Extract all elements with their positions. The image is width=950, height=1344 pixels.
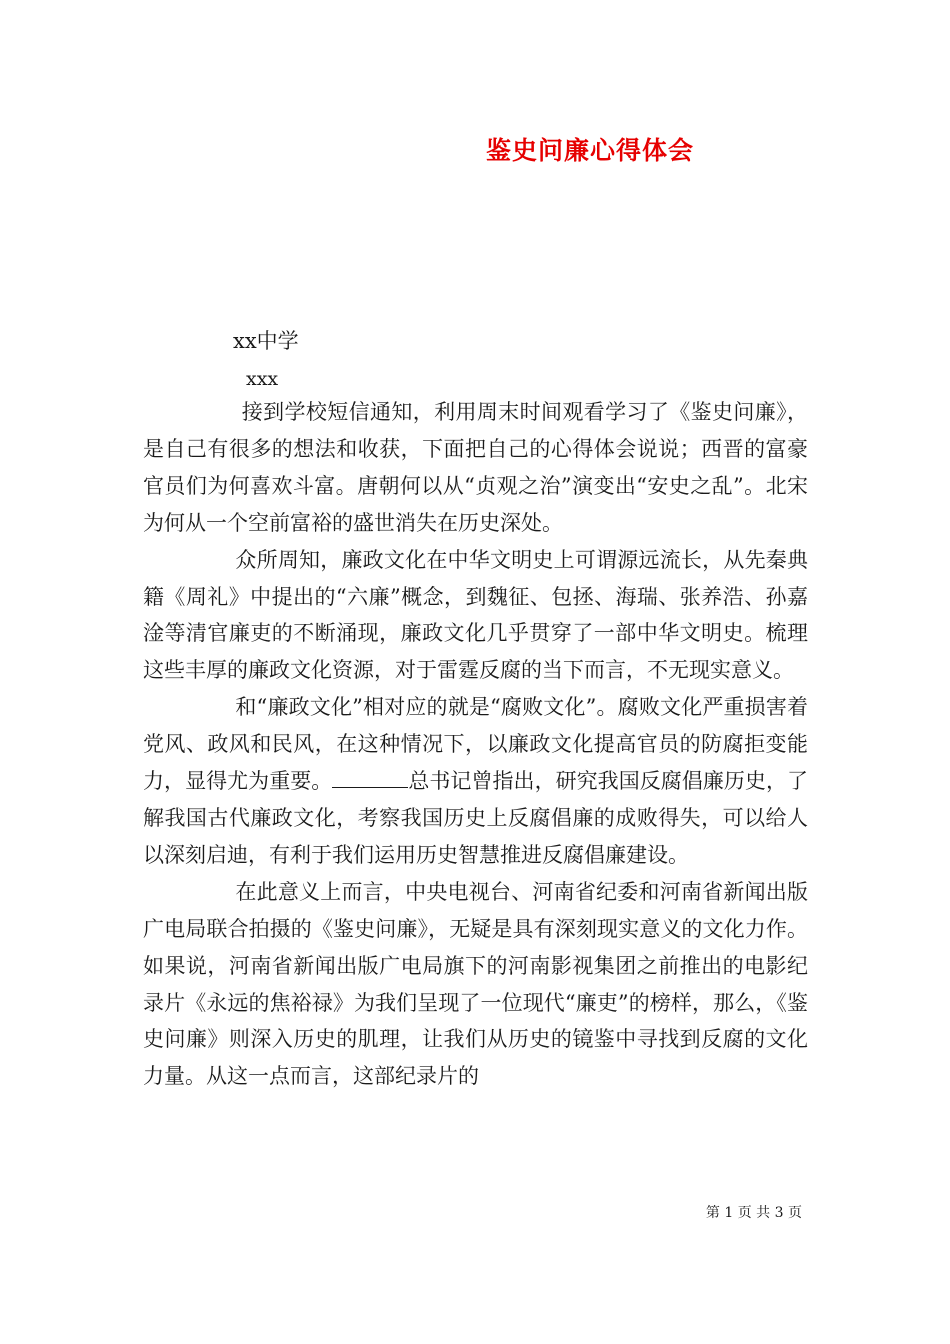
paragraph-3-part-2: 总书记曾指出，研究我国反腐倡廉历史，了解我国古代廉政文化，考察我国历史上反腐倡廉的成败得失，可以给人以深刻启迪，有利于我们运用历史智慧推进反腐倡廉建设。 — [143, 769, 809, 867]
author-name: xxx — [246, 368, 279, 390]
fill-in-blank — [332, 769, 408, 788]
paragraph-3-part-1: 和“廉政文化”相对应的就是“腐败文化”。腐败文化严重损害着党风、政风和民风，在这种情况下，以廉政文化提高官员的防腐拒变能力，显得尤为重要。 — [143, 695, 808, 794]
page-number-footer: 第 1 页 共 3 页 — [705, 1205, 802, 1221]
document-title: 鉴史问廉心得体会 — [485, 136, 694, 165]
paragraph-4: 在此意义上而言，中央电视台、河南省纪委和河南省新闻出版广电局联合拍摄的《鉴史问廉》，无疑是具有深刻现实意义的文化力作。如果说，河南省新闻出版广电局旗下的河南影视集团之前推出的电影纪录片《永远的焦裕禄》为我们呈现了一位现代“廉吏”的榜样，那么，《鉴史问廉》则深入历史的肌理，让我们从历史的镜鉴中寻找到反腐的文化力量。从这一点而言，这部纪录片的 — [143, 879, 808, 1089]
body-text — [143, 394, 808, 1095]
paragraph-3 — [143, 689, 808, 874]
paragraph-2: 众所周知，廉政文化在中华文明史上可谓源远流长，从先秦典籍《周礼》中提出的“六廉”概念，到魏征、包拯、海瑞、张养浩、孙嘉淦等清官廉吏的不断涌现，廉政文化几乎贯穿了一部中华文明史。梳理这些丰厚的廉政文化资源，对于雷霆反腐的当下而言，不无现实意义。 — [143, 547, 808, 683]
school-name: xx中学 — [233, 329, 299, 353]
paragraph-1: 接到学校短信通知，利用周末时间观看学习了《鉴史问廉》，是自己有很多的想法和收获，下面把自己的心得体会说说；西晋的富豪官员们为何喜欢斗富。唐朝何以从“贞观之治”演变出“安史之乱”。北宋为何从一个空前富裕的盛世消失在历史深处。 — [143, 400, 808, 535]
